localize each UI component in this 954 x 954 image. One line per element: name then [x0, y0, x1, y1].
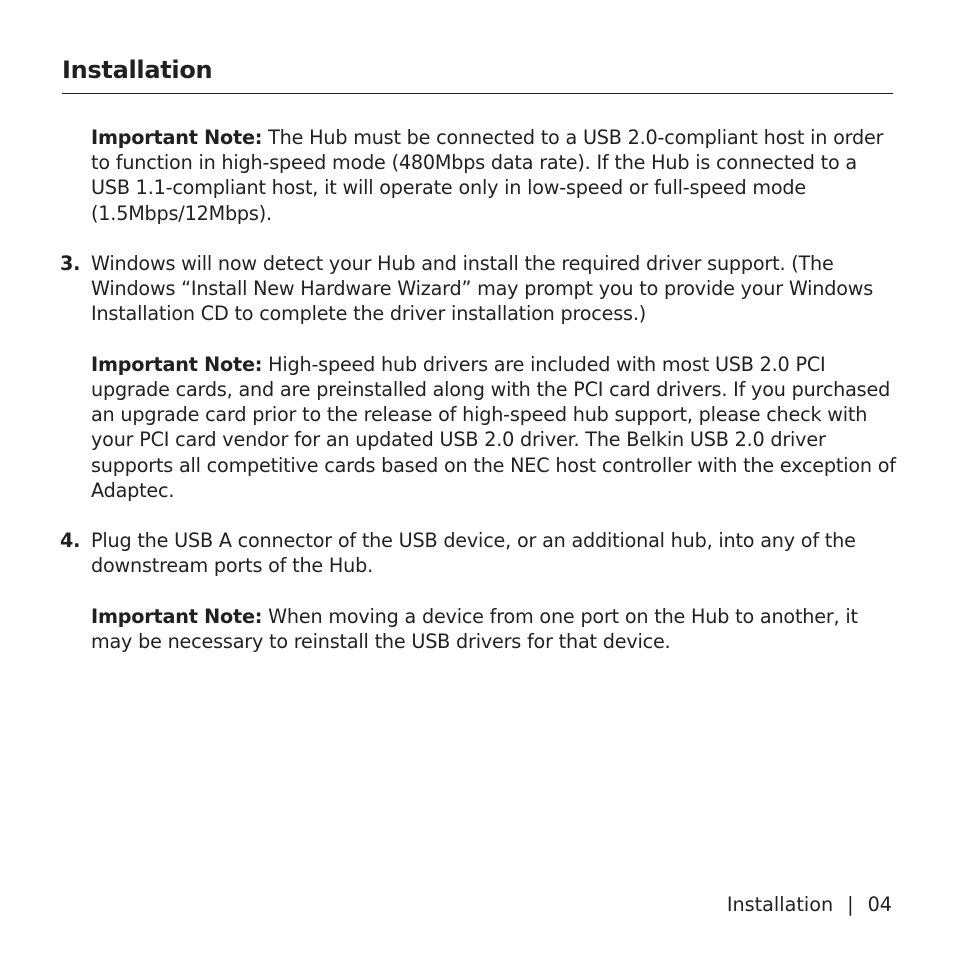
step-text: Plug the USB A connector of the USB device, or an additional hub, into any of the downstream ports of the Hub.: [91, 529, 856, 578]
step-4: [60, 528, 901, 578]
page-number: 04: [867, 893, 892, 916]
important-note-2: [91, 352, 901, 503]
step-3: [60, 251, 901, 327]
step-number: 3.: [60, 252, 81, 275]
note-label: Important Note:: [91, 126, 263, 149]
heading-divider: [62, 93, 893, 94]
page-title: Installation: [62, 56, 213, 84]
page-content: [60, 125, 901, 679]
note-label: Important Note:: [91, 604, 263, 628]
note-text: High-speed hub drivers are included with most USB 2.0 PCI upgrade cards, and are preinstalled along with the PCI card drivers. If you purchased an upgrade card prior to the release of high-speed hub support, please check with your PCI card vendor for an updated USB 2.0 driver. The Belkin USB 2.0 driver supports all competitive cards based on the NEC host controller with the exception of Adaptec.: [91, 352, 896, 502]
step-number: 4.: [60, 529, 81, 553]
footer-section-name: Installation: [726, 893, 834, 916]
important-note-1: [91, 125, 901, 226]
page-footer: [727, 893, 892, 917]
step-text: Windows will now detect your Hub and install the required driver support. (The Windows “Install New Hardware Wizard” may prompt you to provide your Windows Installation CD to complete the driver installation process.): [91, 252, 874, 326]
note-text: The Hub must be connected to a USB 2.0-compliant host in order to function in high-speed mode (480Mbps data rate). If the Hub is connected to a USB 1.1-compliant host, it will operate only in low-speed or full-speed mode (1.5Mbps/12Mbps).: [91, 126, 884, 225]
footer-separator: |: [847, 893, 854, 916]
note-label: Important Note:: [91, 352, 263, 376]
important-note-3: [91, 604, 901, 654]
note-text: When moving a device from one port on the Hub to another, it may be necessary to reinstall the USB drivers for that device.: [91, 604, 858, 653]
